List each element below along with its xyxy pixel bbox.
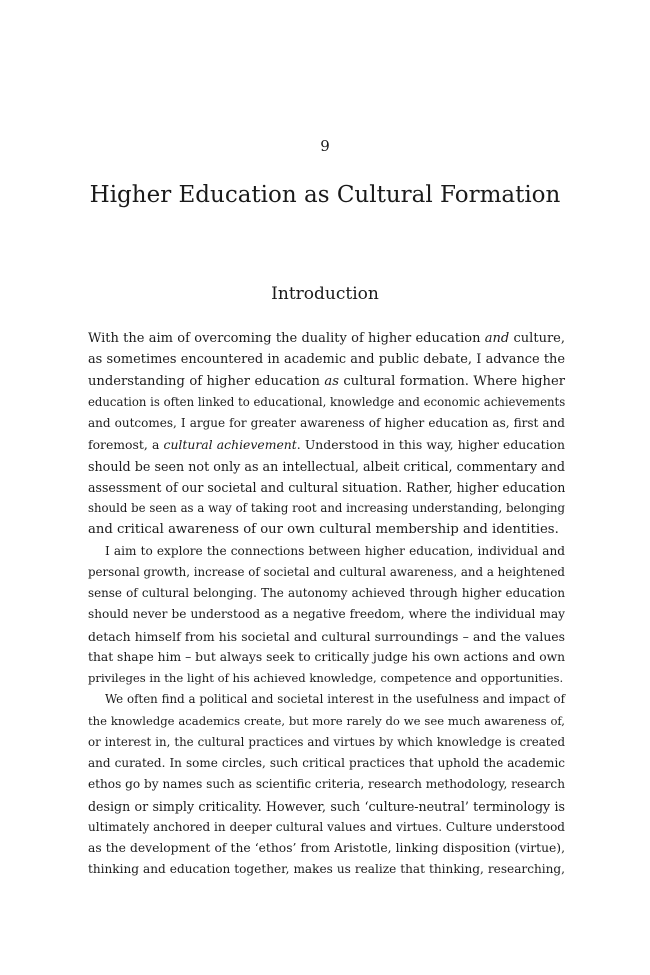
text-line: thinking and education together, makes us realize that thinking, researching, [88, 862, 565, 877]
italic-emphasis: and [484, 331, 510, 346]
text-line: personal growth, increase of societal and cultural awareness, and a heightened [88, 564, 565, 579]
text-line: the knowledge academics create, but more rarely do we see much awareness of, [88, 713, 565, 728]
text-line: With the aim of overcoming the duality of higher education and culture, [88, 331, 565, 346]
text-line: should be seen as a way of taking root and increasing understanding, belonging [88, 501, 565, 515]
paragraph [88, 541, 565, 690]
text-line: education is often linked to educational, knowledge and economic achievements [88, 394, 566, 409]
text-line: detach himself from his societal and cultural surroundings – and the values [88, 628, 565, 644]
text-line: foremost, a cultural achievement. Understood in this way, higher education [88, 437, 565, 453]
text-line: ultimately anchored in deeper cultural values and virtues. Culture understood [88, 819, 565, 834]
text-line: should be seen not only as an intellectual, albeit critical, commentary and [88, 458, 565, 474]
text-line: assessment of our societal and cultural situation. Rather, higher education [88, 479, 566, 495]
text-line: and curated. In some circles, such critical practices that uphold the academic [88, 756, 565, 770]
text-line: and critical awareness of our own cultural membership and identities. [88, 522, 559, 538]
section-heading: Introduction [271, 284, 379, 304]
text-line: that shape him – but always seek to critically judge his own actions and own [88, 649, 566, 664]
text-line: should never be understood as a negative freedom, where the individual may [88, 607, 565, 622]
chapter-title: Higher Education as Cultural Formation [89, 182, 561, 208]
text-line: privileges in the light of his achieved knowledge, competence and opportunities. [88, 671, 564, 685]
text-line: I aim to explore the connections between higher education, individual and [105, 543, 565, 558]
paragraph [88, 328, 565, 541]
text-line: as the development of the ‘ethos’ from Aristotle, linking disposition (virtue), [88, 841, 565, 855]
paragraph [88, 689, 565, 880]
text-line: We often find a political and societal interest in the usefulness and impact of [105, 692, 565, 707]
text-line: and outcomes, I argue for greater awareness of higher education as, first and [88, 416, 565, 430]
text-line: as sometimes encountered in academic and public debate, I advance the [88, 352, 565, 368]
chapter-number: 9 [320, 137, 330, 155]
italic-emphasis: as [324, 373, 339, 389]
text-line: design or simply criticality. However, such ‘culture-neutral’ terminology is [88, 798, 565, 814]
text-line: sense of cultural belonging. The autonomy achieved through higher education [88, 586, 565, 600]
text-line: ethos go by names such as scientific criteria, research methodology, research [88, 777, 565, 792]
italic-emphasis: cultural achievement [163, 437, 297, 453]
text-line: or interest in, the cultural practices and virtues by which knowledge is created [88, 734, 565, 749]
body-text [88, 328, 565, 881]
text-line: understanding of higher education as cultural formation. Where higher [88, 373, 565, 389]
